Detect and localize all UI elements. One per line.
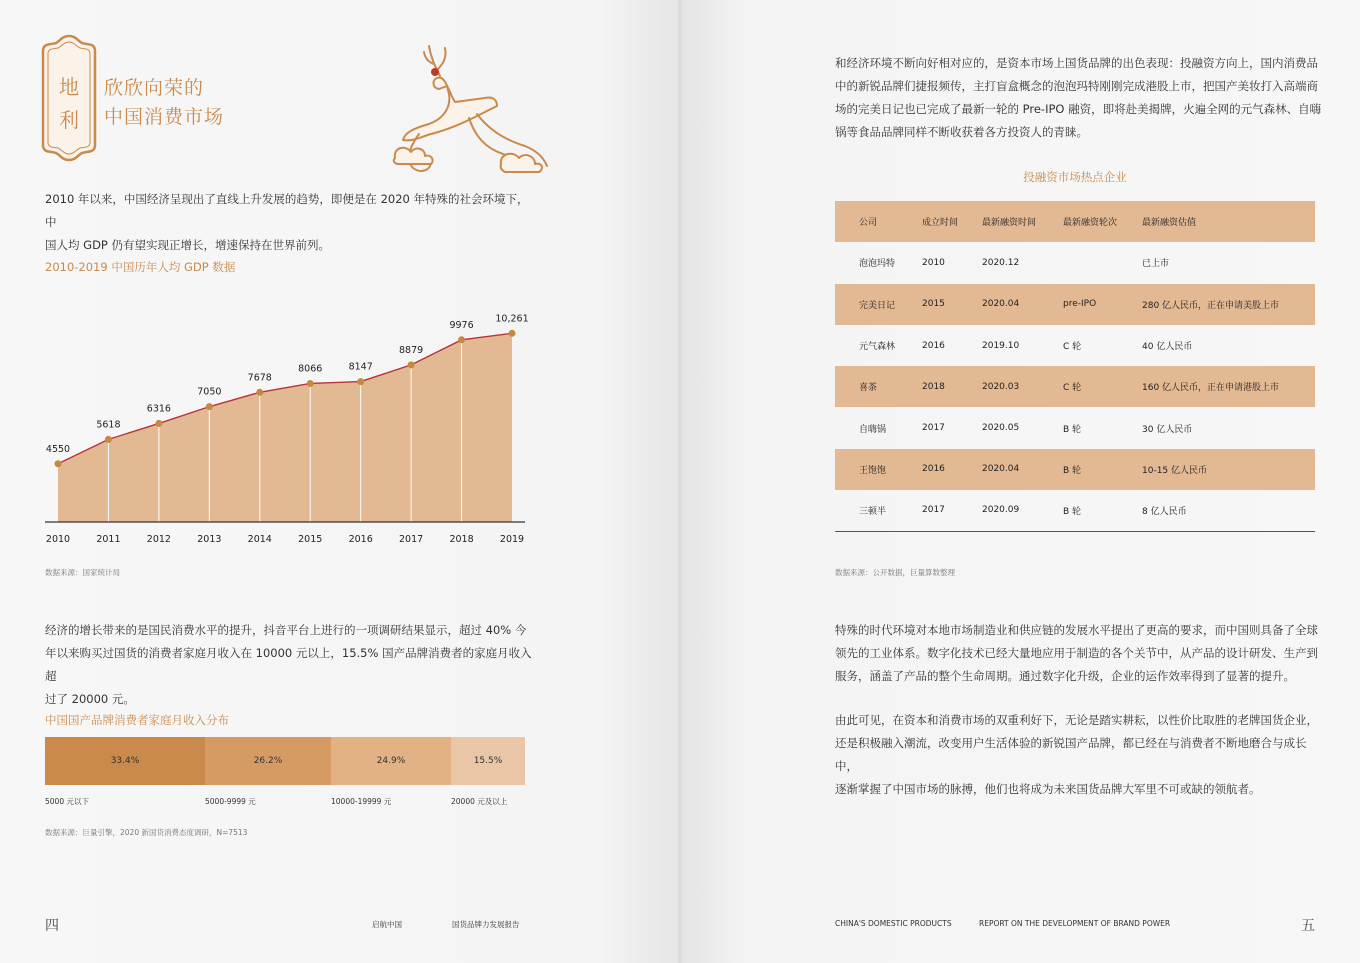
gdp-year-label: 2014 [247,534,272,545]
table-row [835,449,1315,490]
gdp-point [307,380,314,387]
income-category-label: 5000-9999 元 [205,797,256,806]
gdp-chart-title: 2010-2019 中国历年人均 GDP 数据 [45,260,236,274]
intro-line-1: 2010 年以来，中国经济呈现出了直线上升发展的趋势，即便是在 2020 年特殊的社会环境下，中 [45,192,529,229]
table-row [835,490,1315,531]
gdp-point [206,403,213,410]
header-company: 公司 [859,218,878,229]
income-segment-value: 15.5% [473,756,503,766]
gdp-point [509,330,516,337]
income-segment-value: 26.2% [253,756,283,766]
gdp-year-label: 2015 [298,534,323,545]
cell-latest-round: B 轮 [1063,465,1082,476]
cell-latest-date: 2020.04 [982,464,1020,475]
cell-company: 泡泡玛特 [859,259,896,270]
income-segment-value: 33.4% [110,756,140,766]
cell-latest-round: pre-IPO [1063,299,1097,310]
cell-company: 喜茶 [859,383,878,394]
consumption-paragraph [45,619,535,711]
table-header-row [835,201,1315,242]
cell-founded: 2017 [922,423,945,434]
cell-company: 王饱饱 [859,465,887,476]
left-page-number: 四 [45,918,59,934]
cell-founded: 2010 [922,257,945,268]
income-segment [205,737,331,785]
gdp-year-label: 2013 [197,534,222,545]
conclusion-line-1: 由此可见，在资本和消费市场的双重利好下，无论是踏实耕耘，以性价比取胜的老牌国货企业， [835,713,1318,727]
gdp-area-chart [42,305,532,545]
gdp-value-label: 8147 [348,361,373,373]
table-row [835,407,1315,448]
income-segment [45,737,205,785]
cell-valuation: 8 亿人民币 [1142,506,1187,517]
gdp-point [408,361,415,368]
manufacturing-paragraph [835,619,1325,688]
cell-company: 三顿半 [859,506,887,517]
cell-valuation: 30 亿人民币 [1142,424,1193,435]
income-source: 数据来源：巨量引擎，2020 新国货消费态度调研，N=7513 [45,828,248,837]
gdp-value-label: 10,261 [495,313,529,325]
capital-line-3: 场的完美日记也已完成了最新一轮的 Pre-IPO 融资，即将赴美揭牌，火遍全网的元气森林、自嗨 [835,102,1322,116]
cell-valuation: 280 亿人民币，正在申请美股上市 [1142,300,1280,311]
cell-company: 完美日记 [859,300,896,311]
page-title [104,74,224,132]
cell-latest-round [1063,242,1142,283]
capital-line-1: 和经济环境不断向好相对应的，是资本市场上国货品牌的出色表现：投融资方向上，国内消费品 [835,56,1318,70]
deer-illustration-icon [385,36,555,186]
right-footer-label: CHINA'S DOMESTIC PRODUCTS [835,919,952,928]
cell-latest-round: C 轮 [1063,383,1082,394]
gdp-value-label: 5618 [96,419,121,431]
manufacturing-line-2: 领先的工业体系。数字化技术已经大量地应用于制造的各个关节中，从产品的设计研发、生产到 [835,646,1318,660]
cell-latest-round: B 轮 [1063,424,1082,435]
financing-table [835,201,1315,532]
table-title: 投融资市场热点企业 [1023,170,1127,184]
cell-latest-round: C 轮 [1063,342,1082,353]
income-chart-title: 中国国产品牌消费者家庭月收入分布 [45,713,229,727]
table-row [835,284,1315,325]
income-segment [331,737,451,785]
cell-founded: 2016 [922,340,945,351]
right-footer-report: REPORT ON THE DEVELOPMENT OF BRAND POWER [979,919,1171,928]
section-badge [38,34,100,162]
gdp-point [458,336,465,343]
consumption-line-1: 经济的增长带来的是国民消费水平的提升，抖音平台上进行的一项调研结果显示，超过 40% 今 [45,623,527,637]
gdp-year-label: 2018 [449,534,474,545]
capital-line-4: 锅等食品品牌同样不断收获着各方投资人的青睐。 [835,125,1088,139]
cell-founded: 2016 [922,464,945,475]
gdp-year-label: 2011 [96,534,121,545]
gdp-value-label: 6316 [146,403,171,415]
income-segment-value: 24.9% [376,756,406,766]
gdp-year-label: 2010 [45,534,71,545]
table-row [835,242,1315,283]
left-footer-label: 启航中国 [372,920,402,929]
gdp-value-label: 8879 [399,344,424,356]
manufacturing-line-3: 服务，涵盖了产品的整个生命周期。通过数字化升级，企业的运作效率得到了显著的提升。 [835,669,1295,683]
cell-latest-date: 2019.10 [982,340,1020,351]
page-title-line-2: 中国消费市场 [104,106,225,128]
cell-valuation: 160 亿人民币，正在申请港股上市 [1142,383,1280,394]
gdp-year-label: 2019 [499,534,525,545]
page-title-line-1: 欣欣向荣的 [104,77,205,99]
header-latest-date: 最新融资时间 [982,218,1037,229]
gdp-year-label: 2016 [348,534,373,545]
cell-latest-date: 2020.05 [982,423,1020,434]
table-source: 数据来源：公开数据，巨量算数整理 [835,568,955,577]
conclusion-line-3: 逐渐掌握了中国市场的脉搏，他们也将成为未来国货品牌大军里不可或缺的领航者。 [835,782,1261,796]
intro-line-2: 国人均 GDP 仍有望实现正增长，增速保持在世界前列。 [45,238,331,252]
gdp-point [105,436,112,443]
left-page [0,0,678,963]
gdp-point [55,460,62,467]
income-segment [451,737,525,785]
gdp-year-label: 2017 [399,534,424,545]
income-category-label: 20000 元及以上 [451,797,508,806]
cell-latest-date: 2020.04 [982,299,1020,310]
cell-founded: 2018 [922,381,945,392]
capital-line-2: 中的新锐品牌们捷报频传，主打盲盒概念的泡泡玛特刚刚完成港股上市，把国产美妆打入高端商 [835,79,1318,93]
gdp-point [357,378,364,385]
gdp-value-label: 4550 [45,443,71,455]
header-latest-round: 最新融资轮次 [1063,218,1118,229]
cell-valuation: 已上市 [1142,259,1170,270]
gdp-point [155,420,162,427]
left-footer-report: 国货品牌力发展报告 [452,920,520,929]
cell-valuation: 40 亿人民币 [1142,342,1193,353]
income-category-label: 10000-19999 元 [331,797,392,806]
cell-latest-round: B 轮 [1063,506,1082,517]
gdp-value-label: 7678 [247,372,272,384]
gdp-value-label: 9976 [449,319,474,331]
table-row [835,325,1315,366]
conclusion-paragraph [835,709,1325,801]
manufacturing-line-1: 特殊的时代环境对本地市场制造业和供应链的发展水平提出了更高的要求，而中国则具备了全球 [835,623,1318,637]
header-valuation: 最新融资估值 [1142,218,1197,229]
cell-founded: 2015 [922,299,945,310]
cell-company: 元气森林 [859,342,896,353]
gdp-source: 数据来源：国家统计局 [45,568,120,577]
table-row [835,366,1315,407]
consumption-line-3: 过了 20000 元。 [45,692,135,706]
cell-latest-date: 2020.09 [982,505,1020,516]
consumption-line-2: 年以来购买过国货的消费者家庭月收入在 10000 元以上，15.5% 国产品牌消费者的家庭月收入超 [45,646,532,683]
conclusion-line-2: 还是积极融入潮流，改变用户生活体验的新锐国产品牌，都已经在与消费者不断地磨合与成长中， [835,736,1307,773]
capital-paragraph [835,52,1325,144]
badge-char-2: 利 [59,108,79,132]
right-page-number: 五 [1301,918,1315,934]
cell-valuation: 10-15 亿人民币 [1142,465,1208,476]
gdp-value-label: 8066 [298,363,323,375]
intro-paragraph [45,188,535,257]
cell-latest-date: 2020.12 [982,257,1020,268]
income-category-label: 5000 元以下 [45,797,89,806]
gdp-value-label: 7050 [197,386,222,398]
right-page [682,0,1360,963]
gdp-point [256,389,263,396]
cell-latest-date: 2020.03 [982,381,1020,392]
gdp-year-label: 2012 [146,534,171,545]
header-founded: 成立时间 [922,218,959,229]
gdp-area [58,333,512,522]
cell-founded: 2017 [922,505,945,516]
badge-char-1: 地 [59,75,79,99]
cell-company: 自嗨锅 [859,424,887,435]
